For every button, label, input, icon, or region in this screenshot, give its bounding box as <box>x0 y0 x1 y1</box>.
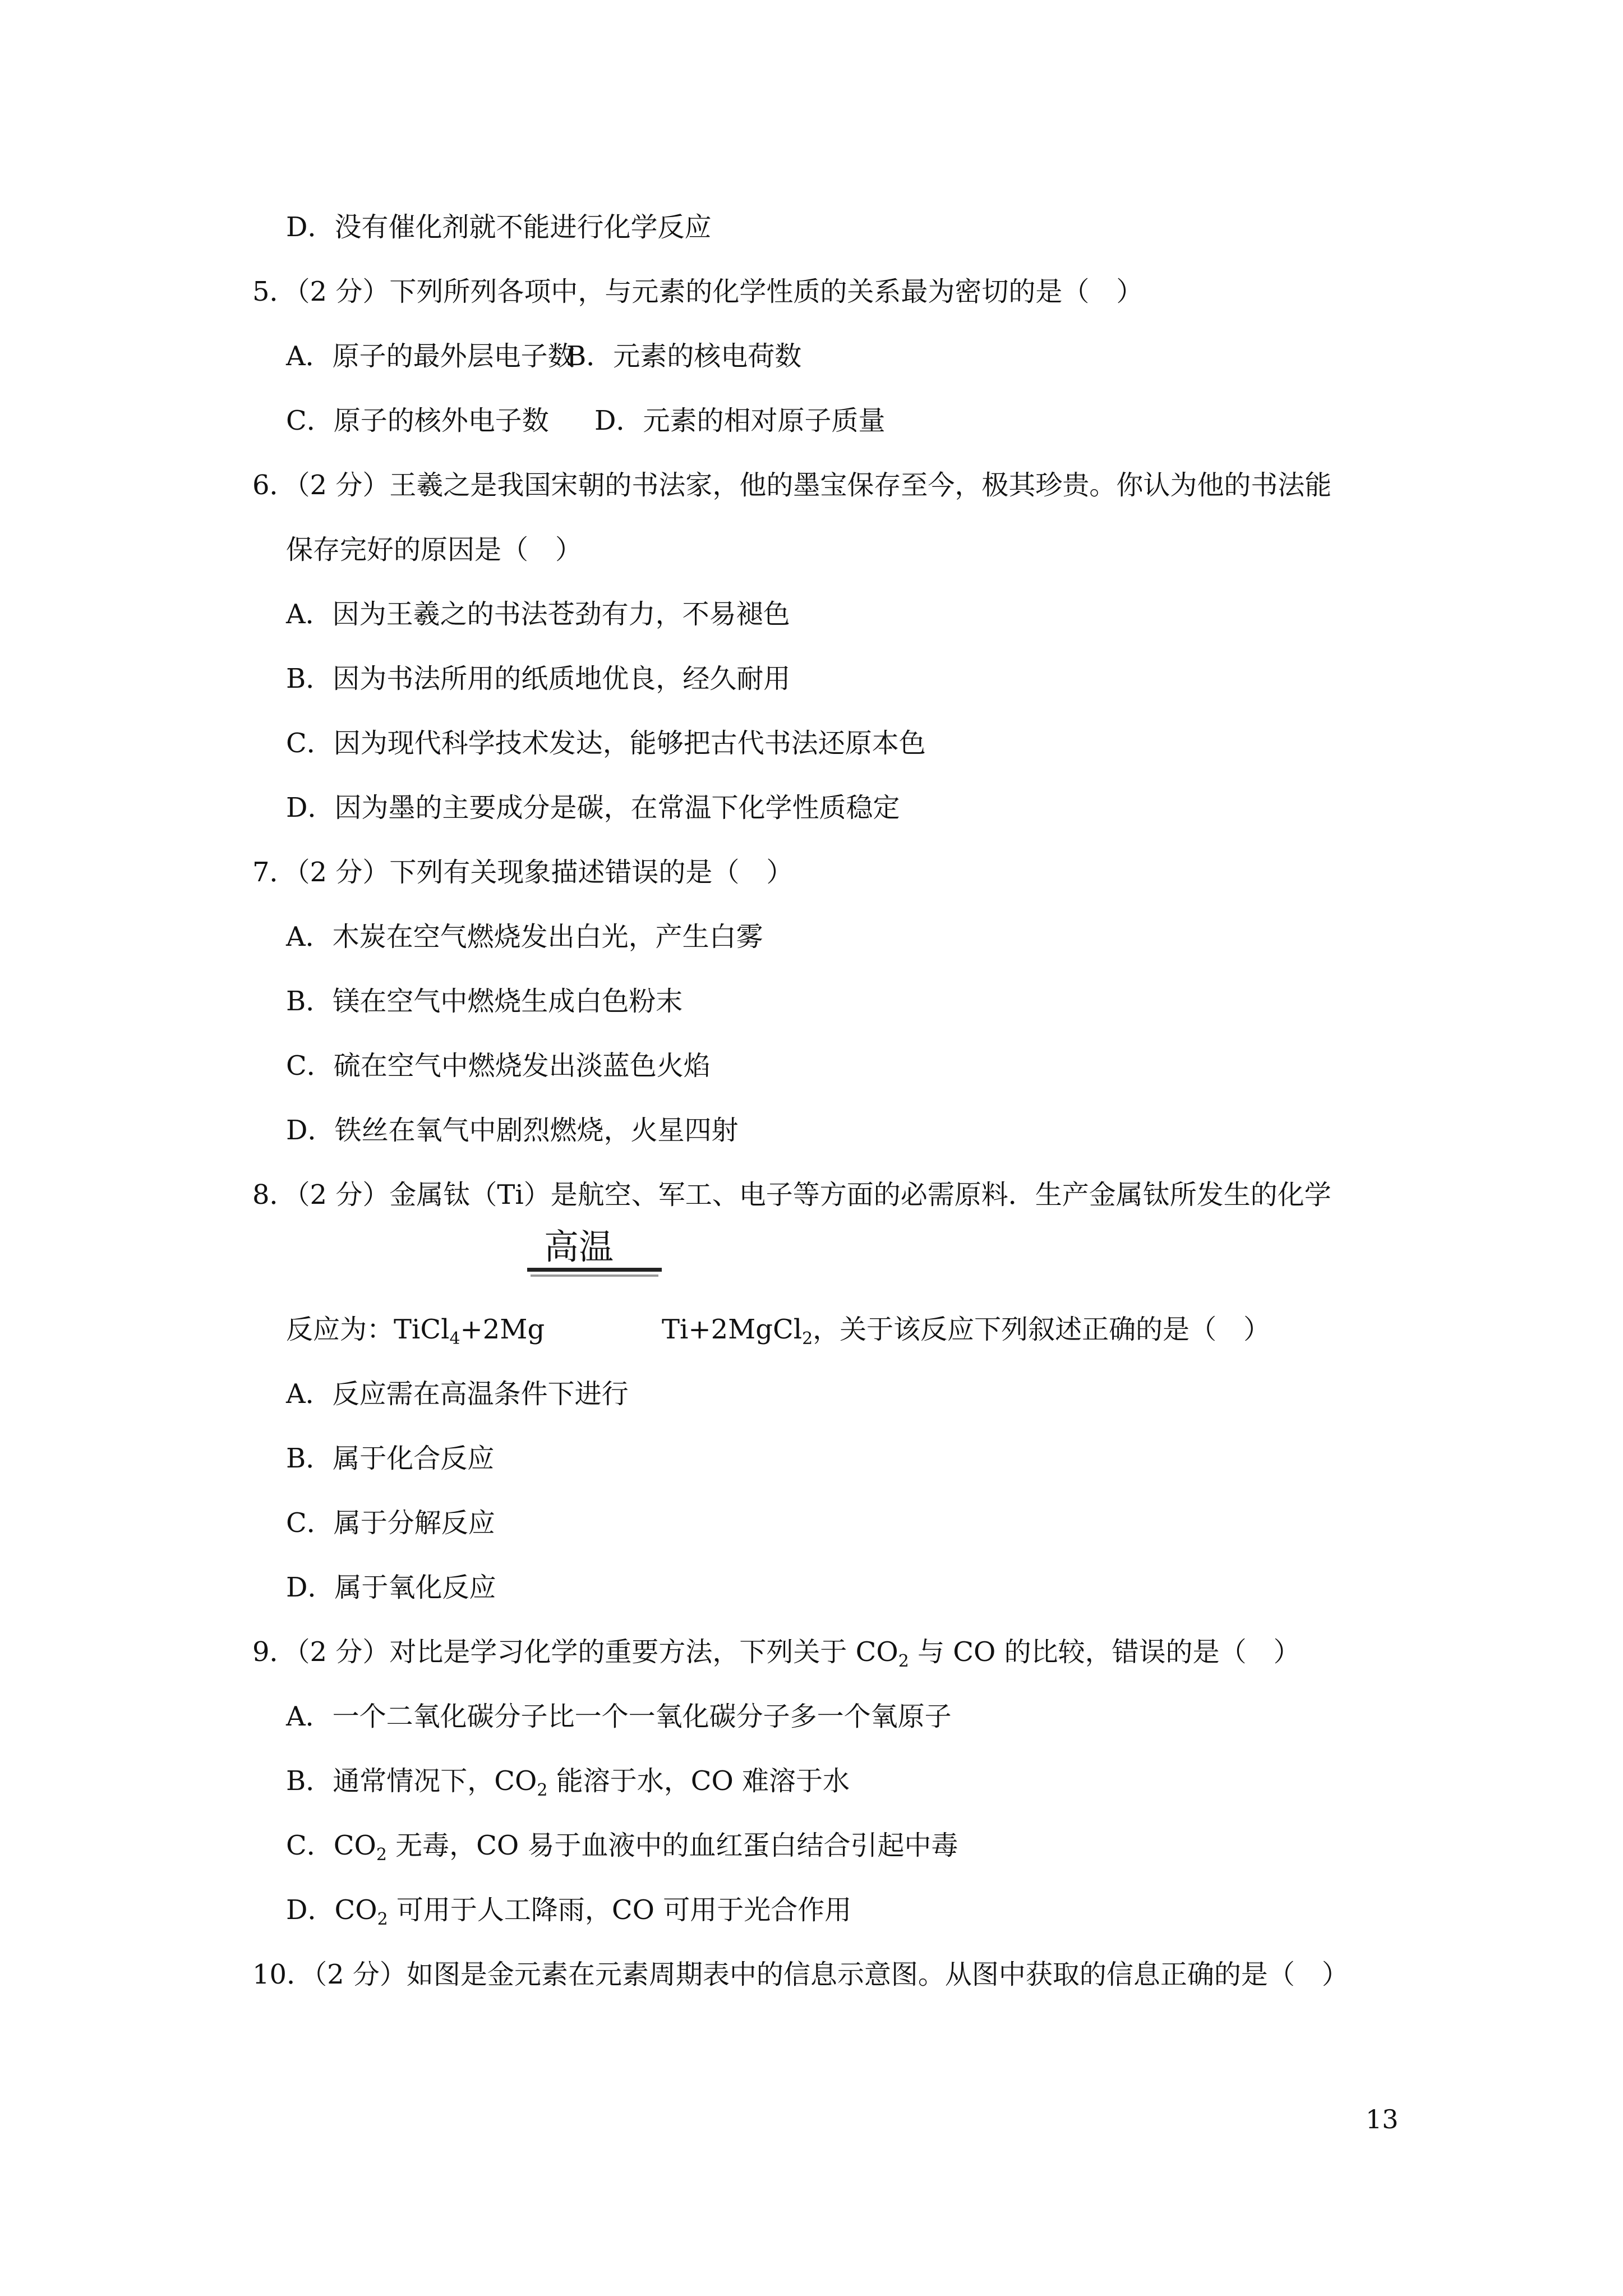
q8-eq-right: Ti+2MgCl <box>662 1314 803 1345</box>
q7-option-d: D．铁丝在氧气中剧烈燃烧，火星四射 <box>286 1115 739 1146</box>
q8-option-d: D．属于氧化反应 <box>286 1572 496 1603</box>
q5-option-a: A．原子的最外层电子数 <box>286 341 575 372</box>
q9-stem-sub: 2 <box>898 1651 909 1671</box>
q9-opt-b-post: 能溶于水，CO 难溶于水 <box>547 1765 850 1797</box>
q8-eq-sub1: 4 <box>449 1329 460 1349</box>
q5-option-c: C．原子的核外电子数 <box>286 405 549 436</box>
q9-stem-post: 与 CO 的比较，错误的是（ ） <box>909 1636 1301 1668</box>
q8-option-a: A．反应需在高温条件下进行 <box>286 1378 629 1410</box>
q8-equation-left <box>286 1313 545 1349</box>
reaction-arrow-bar <box>527 1268 662 1272</box>
q9-opt-d-sub: 2 <box>377 1910 388 1929</box>
q9-opt-b-sub: 2 <box>537 1780 548 1800</box>
q6-option-c: C．因为现代科学技术发达，能够把古代书法还原本色 <box>286 728 926 759</box>
q9-opt-c-sub: 2 <box>376 1845 387 1865</box>
q6-option-d: D．因为墨的主要成分是碳，在常温下化学性质稳定 <box>286 792 900 823</box>
q8-eq-sub2: 2 <box>802 1329 813 1349</box>
q8-eq-mid: +2Mg <box>460 1314 545 1345</box>
q7-stem: 7．（2 分）下列有关现象描述错误的是（ ） <box>252 857 794 888</box>
q8-option-b: B．属于化合反应 <box>286 1443 495 1474</box>
q5-option-b: B．元素的核电荷数 <box>566 341 802 372</box>
q9-opt-d-post: 可用于人工降雨，CO 可用于光合作用 <box>388 1894 852 1926</box>
q9-opt-c-pre: C．CO <box>286 1830 376 1861</box>
q7-option-b: B．镁在空气中燃烧生成白色粉末 <box>286 986 683 1017</box>
q8-option-c: C．属于分解反应 <box>286 1507 495 1539</box>
reaction-condition <box>527 1227 662 1278</box>
q9-stem <box>252 1635 1301 1669</box>
q10-stem: 10．（2 分）如图是金元素在元素周期表中的信息示意图。从图中获取的信息正确的是（ ） <box>252 1959 1349 1990</box>
q9-opt-b-pre: B．通常情况下，CO <box>286 1765 537 1797</box>
q6-option-a: A．因为王羲之的书法苍劲有力，不易褪色 <box>286 599 790 630</box>
q8-stem-line1: 8．（2 分）金属钛（Ti）是航空、军工、电子等方面的必需原料．生产金属钛所发生的化学 <box>252 1179 1331 1211</box>
q6-stem-line2: 保存完好的原因是（ ） <box>286 534 583 565</box>
q5-option-d: D．元素的相对原子质量 <box>594 405 886 436</box>
q9-option-b <box>286 1764 850 1798</box>
q9-option-a: A．一个二氧化碳分子比一个一氧化碳分子多一个氧原子 <box>286 1701 952 1732</box>
q9-option-d <box>286 1893 851 1927</box>
q7-option-a: A．木炭在空气燃烧发出白光，产生白雾 <box>286 921 763 953</box>
q8-eq-suffix: ，关于该反应下列叙述正确的是（ ） <box>813 1314 1271 1345</box>
q6-option-b: B．因为书法所用的纸质地优良，经久耐用 <box>286 663 791 694</box>
reaction-arrow-shadow <box>531 1274 658 1277</box>
q7-option-c: C．硫在空气中燃烧发出淡蓝色火焰 <box>286 1050 711 1082</box>
q9-opt-d-pre: D．CO <box>286 1894 377 1926</box>
reaction-condition-label: 高温 <box>544 1226 614 1267</box>
q8-eq-prefix: 反应为：TiCl <box>286 1314 450 1345</box>
q8-equation-right <box>662 1313 1271 1349</box>
q9-stem-pre: 9．（2 分）对比是学习化学的重要方法，下列关于 CO <box>252 1636 898 1668</box>
page-number: 13 <box>1366 2104 1399 2134</box>
q9-option-c <box>286 1829 958 1865</box>
q6-stem-line1: 6．（2 分）王羲之是我国宋朝的书法家，他的墨宝保存至今，极其珍贵。你认为他的书法能 <box>252 470 1332 501</box>
q9-opt-c-post: 无毒，CO 易于血液中的血红蛋白结合引起中毒 <box>386 1830 958 1861</box>
q5-stem: 5．（2 分）下列所列各项中，与元素的化学性质的关系最为密切的是（ ） <box>252 276 1144 307</box>
q4-option-d: D．没有催化剂就不能进行化学反应 <box>286 211 712 243</box>
